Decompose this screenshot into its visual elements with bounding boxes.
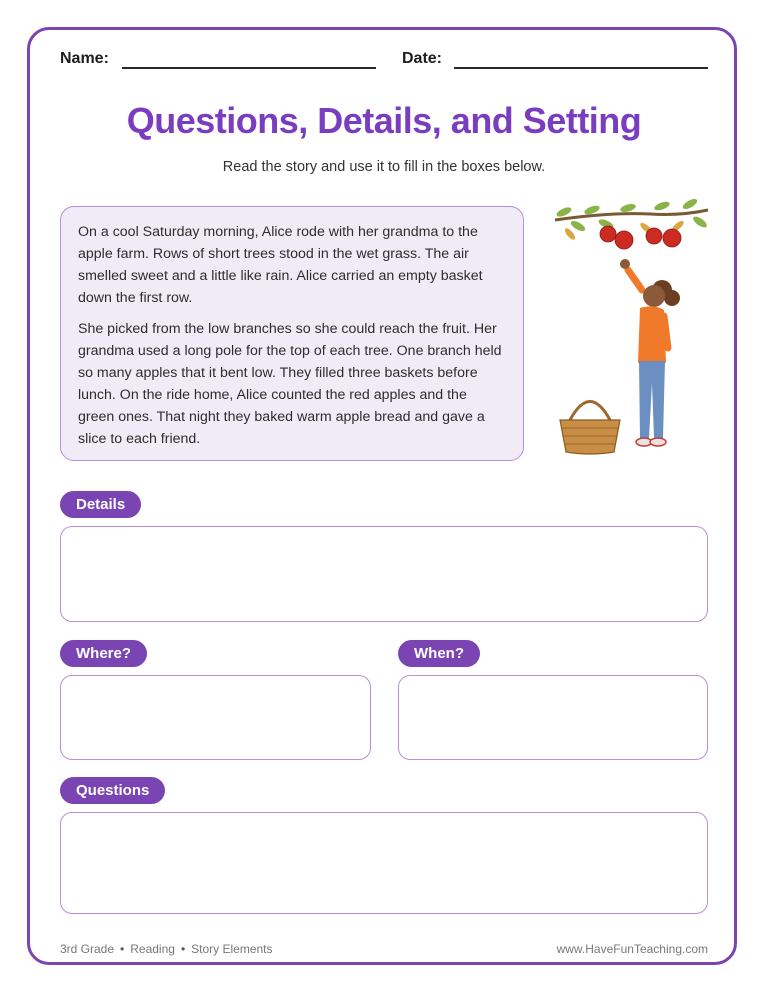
questions-label: Questions: [60, 777, 165, 804]
instructions: Read the story and use it to fill in the boxes below.: [222, 159, 546, 175]
date-line[interactable]: [454, 67, 708, 69]
date-label: Date:: [402, 50, 443, 67]
website-link[interactable]: www.HaveFunTeaching.com: [556, 942, 708, 956]
when-box[interactable]: [398, 675, 708, 760]
bullet-icon: •: [120, 942, 125, 956]
name-line[interactable]: [122, 67, 376, 69]
page-title: Questions, Details, and Setting: [126, 100, 642, 141]
subject-tag: Reading: [130, 942, 175, 956]
topic-tag: Story Elements: [191, 942, 273, 956]
details-label: Details: [60, 491, 141, 518]
story-paragraph: On a cool Saturday morning, Alice rode with her grandma to the apple farm. Rows of short trees stood in the wet grass. The air smelled sweet and a little like rain. Alice carried an empty basket down the first row.: [78, 224, 483, 306]
name-date-row: [60, 50, 710, 72]
girl-figure-icon: [620, 259, 680, 446]
details-box[interactable]: [60, 526, 708, 622]
when-label: When?: [398, 640, 480, 667]
footer-tags: [60, 942, 273, 956]
bullet-icon: •: [180, 942, 186, 956]
story-box: [60, 206, 524, 461]
where-label: Where?: [60, 640, 147, 667]
name-label: Name:: [60, 50, 109, 67]
grade-tag: 3rd Grade: [60, 942, 115, 956]
where-box[interactable]: [60, 675, 371, 760]
basket-icon: [560, 402, 620, 455]
apple-branch-icon: [555, 198, 709, 249]
questions-box[interactable]: [60, 812, 708, 914]
story-paragraph: She picked from the low branches so she could reach the fruit. Her grandma used a long pole for the top of each tree. One branch held so many apples that it bent low. They filled three baskets before lunch. On the ride home, Alice counted the red apples and the green ones. That night they baked warm apple bread and gave a slice to each friend.: [78, 321, 502, 447]
girl-reaching-apples-illustration: [550, 198, 715, 468]
